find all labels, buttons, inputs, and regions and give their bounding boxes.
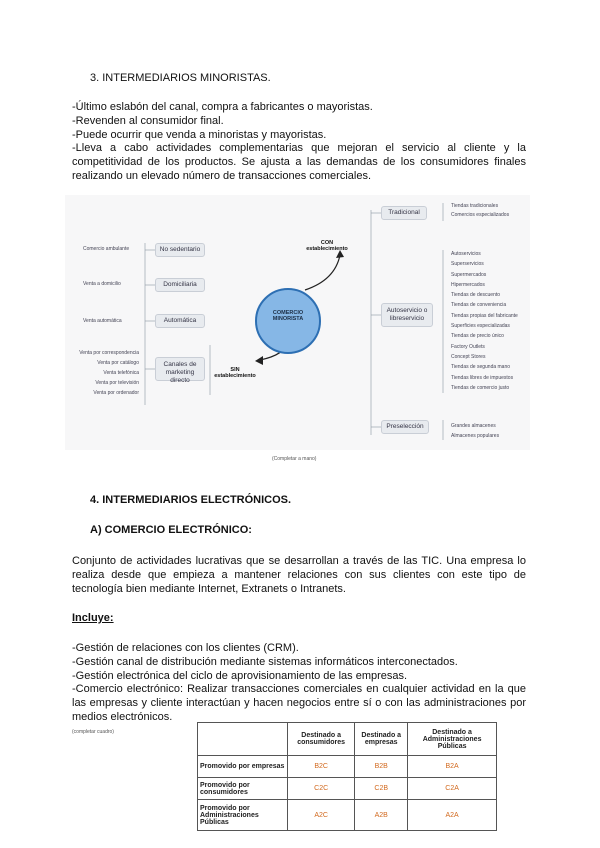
autoservicio-items: [451, 249, 518, 393]
section3-line-3: -Puede ocurrir que venda a minoristas y mayoristas.: [72, 128, 327, 141]
bullet-2: -Gestión canal de distribución mediante sistemas informáticos interconectados.: [72, 655, 458, 668]
item-catalogo: Venta por catálogo: [97, 360, 139, 366]
item-almacenes-populares: Almacenes populares: [451, 433, 500, 439]
auto-item: Supermercados: [451, 271, 487, 278]
item-ordenador: Venta por ordenador: [93, 390, 139, 396]
auto-item: Tiendas de precio único: [451, 333, 504, 340]
table-row: [198, 756, 497, 778]
auto-item: Hipermercados: [451, 281, 485, 288]
row-header: Promovido por consumidores: [198, 778, 288, 800]
diagram-caption: (Completar a mano): [272, 456, 317, 462]
auto-item: Autoservicios: [451, 251, 481, 257]
table-cell: B2A: [408, 756, 497, 778]
box-domiciliaria: Domiciliaria: [155, 278, 205, 292]
auto-item: Superficies especializadas: [451, 323, 510, 330]
table-cell: B2C: [288, 756, 355, 778]
row-header: Promovido por empresas: [198, 756, 288, 778]
table-note: (completar cuadro): [72, 729, 114, 735]
item-comercio-ambulante: Comercio ambulante: [83, 246, 130, 252]
marketing-items: [69, 348, 139, 398]
section4-bullets: [72, 642, 526, 725]
row-header: Promovido por Administraciones Públicas: [198, 800, 288, 831]
box-autoservicio: Autoservicio o libreservicio: [381, 303, 433, 327]
box-preseleccion: Preselección: [381, 420, 429, 434]
box-no-sedentario: No sedentario: [155, 243, 205, 257]
item-grandes-almacenes: Grandes almacenes: [451, 423, 496, 429]
table-cell: C2B: [355, 778, 408, 800]
col-header: Destinado a consumidores: [288, 723, 355, 756]
table-row: [198, 800, 497, 831]
item-comercios-especializados: Comercios especializados: [451, 212, 510, 218]
item-telefonica: Venta telefónica: [103, 370, 139, 376]
auto-item: Concept Stores: [451, 353, 486, 360]
box-automatica: Automática: [155, 314, 205, 328]
table-cell: C2C: [288, 778, 355, 800]
auto-item: Tiendas de comercio justo: [451, 384, 510, 391]
table-header-row: [198, 723, 497, 756]
table-cell: A2B: [355, 800, 408, 831]
auto-item: Tiendas propias del fabricante: [451, 312, 518, 319]
auto-item: Tiendas libres de impuestos: [451, 374, 514, 381]
item-television: Venta por televisión: [95, 380, 139, 386]
auto-item: Tiendas de descuento: [451, 292, 501, 299]
section3-body: [72, 101, 526, 184]
section3-line-2: -Revenden al consumidor final.: [72, 114, 224, 127]
section4-heading: 4. INTERMEDIARIOS ELECTRÓNICOS.: [90, 494, 292, 506]
section4-subheading: A) COMERCIO ELECTRÓNICO:: [90, 524, 252, 536]
ecommerce-table: [197, 722, 497, 831]
auto-item: Tiendas de segunda mano: [451, 364, 511, 371]
section3-line-1: -Último eslabón del canal, compra a fabricantes o mayoristas.: [72, 101, 373, 113]
section4-intro: Conjunto de actividades lucrativas que se desarrollan a través de las TIC. Una empresa lo realiza desde que empieza a mantener relaciones con sus clientes con este tipo de tecnología bien mediante Internet, Extranets o Intranets.: [72, 555, 526, 595]
bullet-3: -Gestión electrónica del ciclo de aprovisionamiento de las empresas.: [72, 669, 408, 682]
item-venta-automatica: Venta automática: [83, 318, 122, 324]
bullet-4: -Comercio electrónico: Realizar transacciones comerciales en cualquier actividad en la que las empresas y cliente interactúan y hacen negocios entre sí o con las administraciones por medios electrónicos.: [72, 683, 526, 723]
box-marketing-directo: Canales de marketing directo: [155, 357, 205, 381]
tradicional-items: [451, 202, 509, 220]
item-venta-domicilio: Venta a domicilio: [83, 281, 121, 287]
box-tradicional: Tradicional: [381, 206, 427, 220]
section3-line-4: -Lleva a cabo actividades complementarias que mejoran el servicio al cliente y la competitividad de los productos. Se ajusta a las demandas de los consumidores finales realizando un elevado número de transacciones comerciales.: [72, 142, 526, 182]
col-header: Destinado a Administraciones Públicas: [408, 723, 497, 756]
table-cell: B2B: [355, 756, 408, 778]
table-cell: C2A: [408, 778, 497, 800]
section3-heading: 3. INTERMEDIARIOS MINORISTAS.: [90, 72, 271, 84]
auto-item: Tiendas de conveniencia: [451, 302, 507, 309]
auto-item: Factory Outlets: [451, 343, 485, 350]
auto-item: Superservicios: [451, 261, 484, 268]
incluye-label: Incluye:: [72, 612, 114, 624]
center-label: COMERCIO MINORISTA: [272, 310, 304, 322]
item-correspondencia: Venta por correspondencia: [79, 350, 139, 356]
item-tiendas-tradicionales: Tiendas tradicionales: [451, 203, 499, 209]
con-label: CON establecimiento: [306, 240, 348, 252]
preseleccion-items: [451, 421, 499, 441]
table-row: [198, 778, 497, 800]
bullet-1: -Gestión de relaciones con los clientes (CRM).: [72, 642, 299, 654]
retail-diagram: [65, 195, 530, 450]
corner-cell: [198, 723, 288, 756]
table-cell: A2C: [288, 800, 355, 831]
col-header: Destinado a empresas: [355, 723, 408, 756]
sin-label: SIN establecimiento: [214, 367, 256, 379]
table-cell: A2A: [408, 800, 497, 831]
